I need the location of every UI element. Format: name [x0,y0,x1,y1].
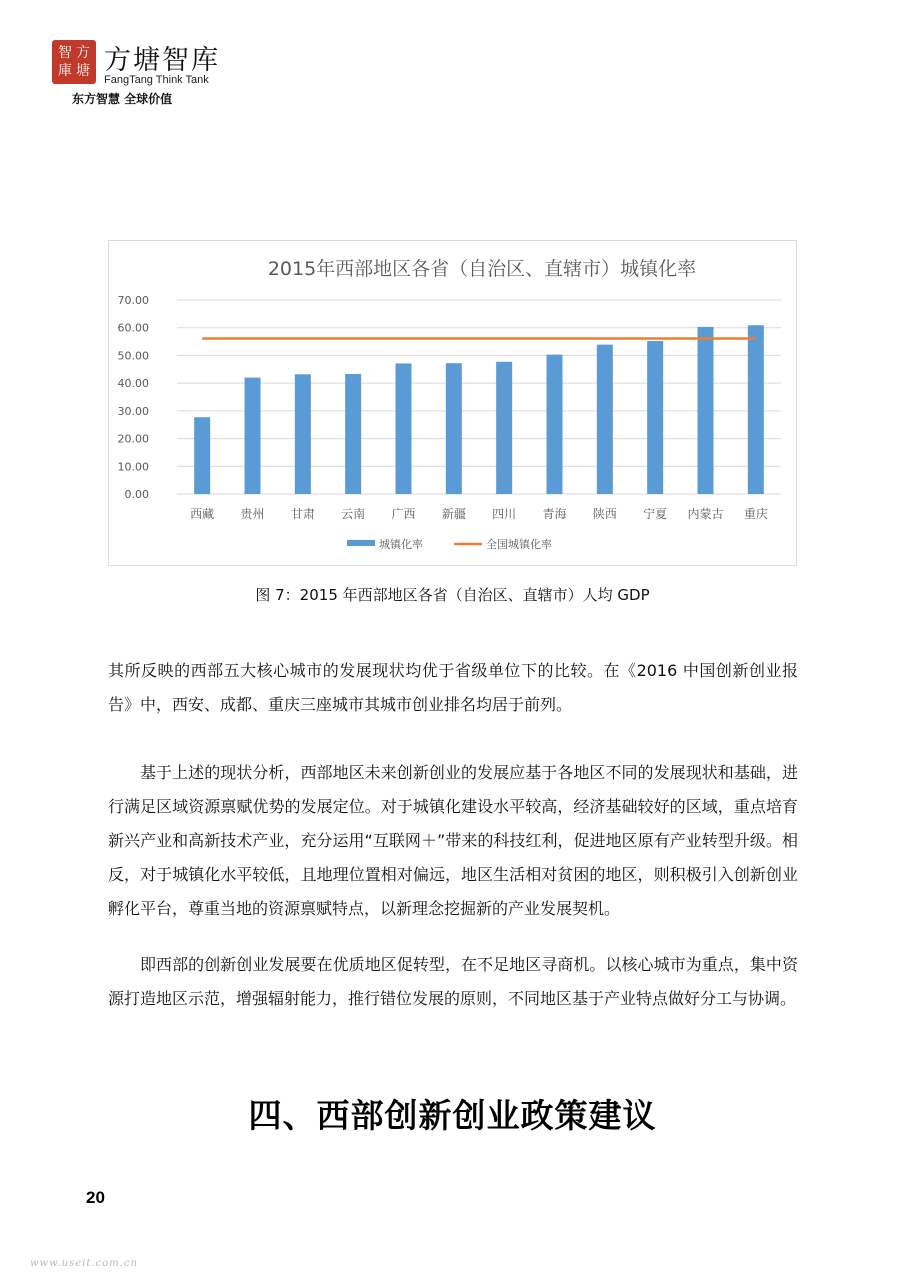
x-tick-label: 新疆 [441,507,466,521]
chart-bar [245,378,261,494]
chart-canvas [109,241,798,567]
seal-char: 庫 [58,63,72,79]
legend-label: 全国城镇化率 [486,538,552,551]
chart-bar [396,363,412,494]
brand-slogan: 东方智慧 全球价值 [72,92,173,106]
x-tick-label: 广西 [391,507,416,521]
y-tick-label: 30.00 [117,404,149,418]
x-tick-label: 贵州 [240,507,265,521]
x-tick-label: 重庆 [743,507,768,521]
figure-caption: 图 7：2015 年西部地区各省（自治区、直辖市）人均 GDP [255,586,650,604]
y-tick-label: 50.00 [117,349,149,363]
page-number: 20 [86,1188,105,1207]
chart-bar [194,417,210,494]
urbanization-chart [108,240,797,566]
seal-logo-icon [52,40,96,84]
x-tick-label: 内蒙古 [687,507,724,521]
chart-bar [295,374,311,494]
x-tick-label: 青海 [542,507,567,521]
x-tick-label: 云南 [341,507,366,521]
x-tick-label: 甘肃 [290,507,315,521]
body-paragraph: 其所反映的西部五大核心城市的发展现状均优于省级单位下的比较。在《2016 中国创新创业报告》中，西安、成都、重庆三座城市其城市创业排名均居于前列。 [108,661,798,714]
brand-name-cn: 方塘智库 [104,45,220,76]
seal-char: 方 [76,45,90,61]
seal-char: 智 [58,45,72,61]
chart-bar [345,374,361,494]
x-tick-label: 四川 [492,507,517,521]
header-logo [52,40,232,110]
section-title: 四、西部创新创业政策建议 [248,1096,657,1135]
body-paragraph: 基于上述的现状分析，西部地区未来创新创业的发展应基于各地区不同的发展现状和基础，进行满足区域资源禀赋优势的发展定位。对于城镇化建设水平较高，经济基础较好的区域，重点培育新兴产业和高新技术产业，充分运用“互联网＋”带来的科技红利，促进地区原有产业转型升级。相反，对于城镇化水平较低，且地理位置相对偏远，地区生活相对贫困的地区，则积极引入创新创业孵化平台，尊重当地的资源禀赋特点，以新理念挖掘新的产业发展契机。 [108,763,798,918]
x-tick-label: 宁夏 [643,507,668,521]
watermark: www.useit.com.cn [30,1258,138,1269]
chart-bar [446,363,462,494]
x-tick-label: 西藏 [190,507,215,521]
y-tick-label: 0.00 [124,488,149,501]
x-tick-label: 陕西 [592,507,617,521]
legend-swatch-bar [347,540,375,546]
chart-bar [496,362,512,494]
legend-label: 城镇化率 [379,538,423,551]
y-tick-label: 20.00 [117,432,149,446]
chart-bar [647,341,663,494]
chart-bar [748,325,764,494]
seal-char: 塘 [76,63,90,79]
y-tick-label: 60.00 [117,321,149,335]
brand-name-en: FangTang Think Tank [104,74,209,86]
chart-title: 2015年西部地区各省（自治区、直辖市）城镇化率 [267,258,697,280]
y-tick-label: 40.00 [117,377,149,391]
chart-bar [597,345,613,494]
y-tick-label: 10.00 [117,460,149,474]
body-paragraph: 即西部的创新创业发展要在优质地区促转型，在不足地区寻商机。以核心城市为重点，集中资源打造地区示范，增强辐射能力，推行错位发展的原则，不同地区基于产业特点做好分工与协调。 [108,955,798,1008]
y-tick-label: 70.00 [117,294,149,307]
chart-bar [547,355,563,494]
chart-bar [698,327,714,494]
